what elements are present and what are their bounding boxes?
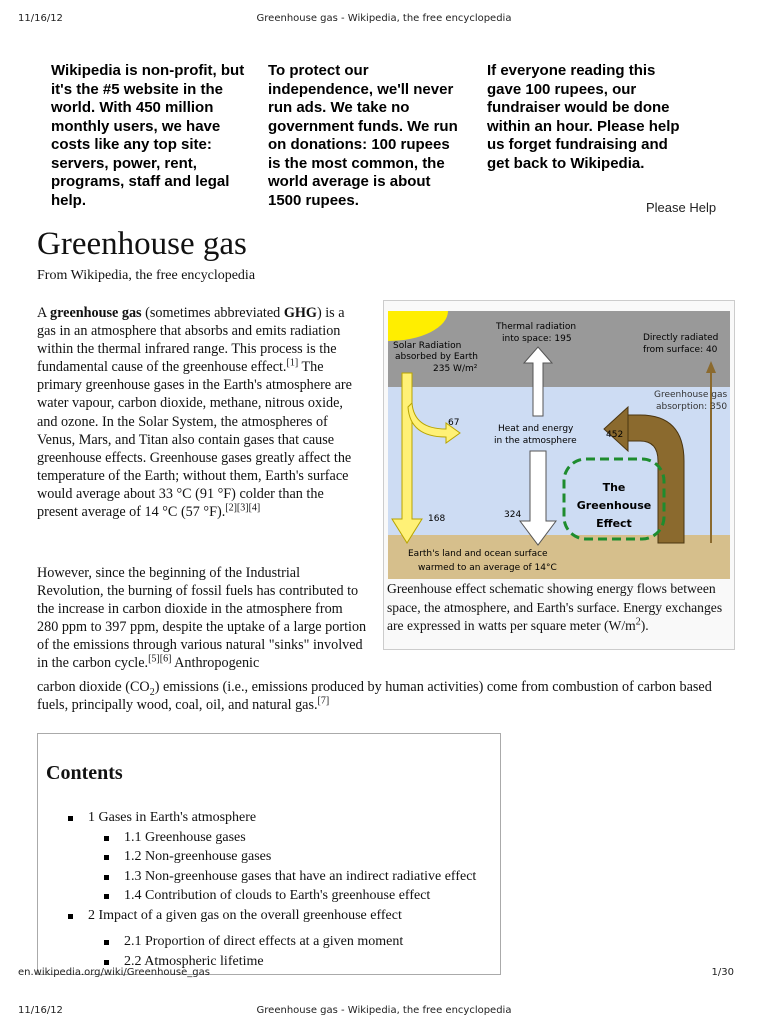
table-of-contents xyxy=(37,733,501,975)
label-solar3: 235 W/m² xyxy=(433,364,478,374)
label-solar2: absorbed by Earth xyxy=(395,352,478,362)
print-date: 11/16/12 xyxy=(18,1005,63,1016)
label-thermal: Thermal radiation xyxy=(496,322,577,332)
figure-caption: Greenhouse effect schematic showing energy flows between space, the atmosphere, and Earth's surface. Energy exchanges are expressed in watts per square meter $(W/m^2)$. xyxy=(387,581,723,633)
label-452: 452 xyxy=(606,430,624,440)
label-ge1: The xyxy=(602,481,626,494)
page-url: en.wikipedia.org/wiki/Greenhouse_gas xyxy=(18,967,210,978)
label-solar: Solar Radiation xyxy=(393,341,462,351)
fundraiser-col-3: If everyone reading this gave 100 rupees, our fundraiser would be done within an hour. Please help us forget fundraising and get back to Wikipedia. xyxy=(487,62,680,172)
ref-link[interactable]: [7] xyxy=(317,695,330,707)
label-ge3: Effect xyxy=(596,517,632,530)
toc-item[interactable]: 1 Gases in Earth's atmosphere 1.1 Greenhouse gases 1.2 Non-greenhouse gases 1.3 Non-greenhouse gases that have an indirect radiative effect 1.4 Contribution of clouds to Earth's greenhouse effect xyxy=(68,808,476,906)
label-67: 67 xyxy=(448,418,460,428)
page-subtitle: From Wikipedia, the free encyclopedia xyxy=(37,268,256,283)
industrial-paragraph: However, since the beginning of the Industrial Revolution, the burning of fossil fuels has contributed to the increase in carbon dioxide in the atmosphere from 280 ppm to 397 ppm, despite the uptake of a large portion of the emissions through various natural "sinks" involved in the carbon cycle.[5][6] Anthropogenic xyxy=(37,565,367,672)
toc-item[interactable]: 1.3 Non-greenhouse gases that have an indirect radiative effect xyxy=(104,867,476,887)
label-ghabs2: absorption: 350 xyxy=(656,402,728,412)
emissions-paragraph: carbon dioxide $(CO_2)$ emissions (i.e., emissions produced by human activities) come from combustion of carbon based fuels, principally wood, coal, oil, and natural gas.[7] xyxy=(37,679,712,714)
please-help-button[interactable]: Please Help xyxy=(646,200,717,215)
label-ge2: Greenhouse xyxy=(576,499,652,512)
label-direct: Directly radiated xyxy=(643,333,719,343)
toc-item[interactable]: 2 Impact of a given gas on the overall greenhouse effect 2.1 Proportion of direct effects at a given moment 2.2 Atmospheric lifetime xyxy=(68,906,476,972)
fundraiser-col-2: To protect our independence, we'll never run ads. We take no government funds. We run on donations: 100 rupees is the most common, the world average is about 1500 rupees. xyxy=(268,62,458,209)
toc-item[interactable]: 1.1 Greenhouse gases xyxy=(104,828,476,848)
toc-item[interactable]: 2.1 Proportion of direct effects at a given moment xyxy=(104,932,476,952)
toc-item[interactable]: 1.2 Non-greenhouse gases xyxy=(104,847,476,867)
label-324: 324 xyxy=(504,510,522,520)
label-heat: Heat and energy xyxy=(498,424,574,434)
ref-link[interactable]: [5][6] xyxy=(148,653,172,665)
label-direct2: from surface: 40 xyxy=(643,345,718,355)
page-title: Greenhouse gas xyxy=(37,226,247,262)
label-thermal2: into space: 195 xyxy=(502,334,572,344)
page-number: 1/30 xyxy=(711,967,734,978)
intro-paragraph: A greenhouse gas (sometimes abbreviated GHG) is a gas in an atmosphere that absorbs and emits radiation within the thermal infrared range. This process is the fundamental cause of the greenhouse effect.[1] The primary greenhouse gases in the Earth's atmosphere are water vapour, carbon dioxide, methane, nitrous oxide, and ozone. In the Solar System, the atmospheres of Venus, Mars, and Titan also contain gases that cause greenhouse effects. Greenhouse gases greatly affect the temperature of the Earth; without them, Earth's surface would average about 33 °C (91 °F) colder than the present average of 14 °C (57 °F).[2][3][4] xyxy=(37,305,352,521)
ref-link[interactable]: [2][3][4] xyxy=(225,502,261,514)
print-date: 11/16/12 xyxy=(18,13,63,24)
label-ghabs: Greenhouse gas xyxy=(654,390,728,400)
toc-item[interactable]: 2.2 Atmospheric lifetime xyxy=(104,952,476,972)
print-title: Greenhouse gas - Wikipedia, the free encyclopedia xyxy=(256,13,512,24)
label-earth2: warmed to an average of 14°C xyxy=(418,563,557,573)
toc-title: Contents xyxy=(46,762,123,784)
term-greenhouse-gas: greenhouse gas xyxy=(50,305,142,321)
toc-item[interactable]: 1.4 Contribution of clouds to Earth's greenhouse effect xyxy=(104,886,476,906)
ref-link[interactable]: [1] xyxy=(286,357,299,369)
fundraiser-col-1: Wikipedia is non-profit, but it's the #5 website in the world. With 450 million monthly users, we have costs like any top site: servers, power, rent, programs, staff and legal help. xyxy=(51,62,245,209)
print-title: Greenhouse gas - Wikipedia, the free encyclopedia xyxy=(256,1005,512,1016)
term-ghg: GHG xyxy=(283,305,317,321)
label-heat2: in the atmosphere xyxy=(494,436,577,446)
greenhouse-diagram[interactable] xyxy=(388,311,730,579)
label-168: 168 xyxy=(428,514,446,524)
label-earth: Earth's land and ocean surface xyxy=(408,549,548,559)
